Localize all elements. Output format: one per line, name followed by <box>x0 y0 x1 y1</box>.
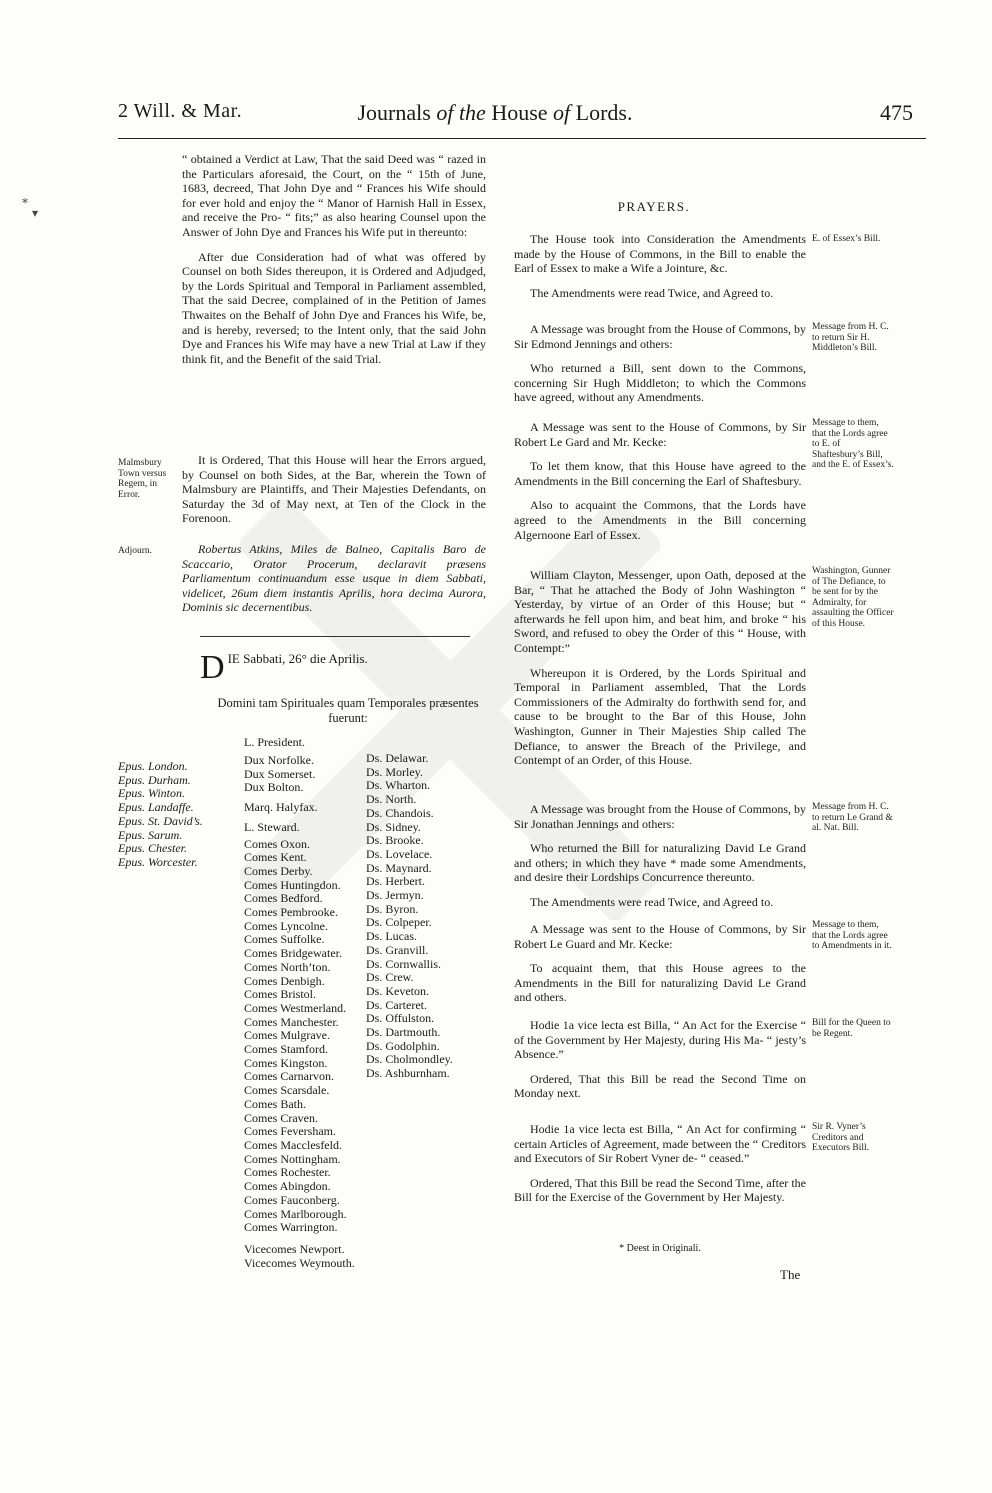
right-column-legrand <box>514 802 806 920</box>
viscount-entry: Vicecomes Weymouth. <box>244 1255 355 1270</box>
catchword: The <box>780 1267 801 1282</box>
margin-note-legrand: Message from H. C. to return Le Grand & al. Nat. Bill. <box>812 802 893 833</box>
baron-entry: Ds. Maynard. <box>366 860 432 875</box>
baron-entry: Ds. Wharton. <box>366 778 431 793</box>
margin-mark-icon: ⁎ <box>22 192 28 206</box>
viscount-entry: Vicecomes Newport. <box>244 1241 345 1256</box>
earl-entry: Comes Scarsdale. <box>244 1083 330 1098</box>
baron-entry: Ds. Godolphin. <box>366 1038 440 1053</box>
prayers-heading: PRAYERS. <box>617 199 691 214</box>
margin-note-malmsbury: Malmsbury Town versus Regem, in Error. <box>118 458 167 500</box>
earl-entry: Comes Kent. <box>244 850 307 865</box>
baron-entry: Ds. Keveton. <box>366 983 429 998</box>
marquess: Marq. Halyfax. <box>244 800 318 815</box>
barons-list <box>366 752 453 1081</box>
section-rule <box>200 636 470 637</box>
shaftesbury-message: A Message was sent to the House of Commons, by Sir Robert Le Gard and Mr. Kecke: <box>514 420 806 449</box>
baron-entry: Ds. Lovelace. <box>366 846 433 861</box>
footnote: * Deest in Originali. <box>619 1243 701 1254</box>
baron-entry: Ds. North. <box>366 792 417 807</box>
earl-entry: Comes Denbigh. <box>244 973 325 988</box>
duke-entry: Dux Somerset. <box>244 766 316 781</box>
earl-entry: Comes Derby. <box>244 863 313 878</box>
right-column-washington <box>514 568 806 778</box>
vyner-bill-reading: Hodie 1a vice lecta est Billa, “ An Act for confirming “ certain Articles of Agreement, made between the “ Creditors and Executors of Sir Robert Vyner de- “ ceased.” <box>514 1122 806 1166</box>
baron-entry: Ds. Granvill. <box>366 942 429 957</box>
right-column-middleton <box>514 322 806 415</box>
bishop-entry: Epus. London. <box>118 759 188 773</box>
earl-entry: Comes Bristol. <box>244 987 317 1002</box>
regent-bill-order: Ordered, That this Bill be read the Second Time on Monday next. <box>514 1071 806 1101</box>
baron-entry: Ds. Offulston. <box>366 1011 435 1026</box>
bishop-entry: Epus. Sarum. <box>118 827 183 842</box>
malmsbury-order: It is Ordered, That this House will hear the Errors argued, by Counsel on both Sides, at the Bar, wherein the Town of Malmsbury are Plaintiffs, and Their Majesties Defendants, on Saturday the 3d of May next, at Ten of the Clock in the Forenoon. <box>182 453 486 526</box>
right-column-regent <box>514 1018 806 1111</box>
baron-entry: Ds. Ashburnham. <box>366 1066 450 1081</box>
bishop-entry: Epus. Landaffe. <box>118 800 194 815</box>
essex-agreed: The Amendments were read Twice, and Agreed to. <box>530 285 774 300</box>
left-column-malmsbury <box>182 453 486 536</box>
adjournment-latin: Robertus Atkins, Miles de Balneo, Capitalis Baro de Scaccario, Orator Procerum, declaravit præsens Parliamentum continuandum esse usque in diem Sabbati, videlicet, 26um diem instantis Aprilis, hora decima Aurora, Dominis sic decernentibus. <box>182 542 486 615</box>
margin-note-vyner: Sir R. Vyner’s Creditors and Executors Bill. <box>812 1122 869 1153</box>
earl-entry: Comes Westmerland. <box>244 1000 347 1015</box>
right-column-vyner <box>514 1122 806 1215</box>
bishop-entry: Epus. St. David’s. <box>118 813 203 828</box>
earl-entry: Comes Lyncolne. <box>244 918 328 933</box>
bishop-entry: Epus. Worcester. <box>118 854 198 869</box>
bishop-entry: Epus. Winton. <box>118 786 186 801</box>
earl-entry: Comes Huntingdon. <box>244 877 341 892</box>
bishop-entry: Epus. Chester. <box>118 841 187 856</box>
lord-steward: L. Steward. <box>244 819 300 834</box>
baron-entry: Ds. Byron. <box>366 901 419 916</box>
baron-entry: Ds. Jermyn. <box>366 888 424 903</box>
baron-entry: Ds. Delawar. <box>366 751 429 765</box>
baron-entry: Ds. Brooke. <box>366 833 424 848</box>
lord-president: L. Presìdent. <box>244 735 305 749</box>
right-column-shaftesbury <box>514 420 806 552</box>
margin-note-legrand-reply: Message to them, that the Lords agree to Amendments in it. <box>812 920 892 951</box>
earl-entry: Comes Stamford. <box>244 1042 328 1057</box>
baron-entry: Ds. Cholmondley. <box>366 1052 453 1067</box>
algernoone-agreed: Also to acquaint the Commons, that the Lords have agreed to the Amendments in the Bill concerning Algernoone Earl of Essex. <box>514 498 806 542</box>
earl-entry: Comes Marlborough. <box>244 1206 347 1221</box>
earl-entry: Comes Bridgewater. <box>244 946 342 961</box>
earl-entry: Comes Manchester. <box>244 1014 339 1029</box>
legrand-reply-message: A Message was sent to the House of Commons, by Sir Robert Le Guard and Mr. Kecke: <box>514 922 806 951</box>
washington-order: Whereupon it is Ordered, by the Lords Spiritual and Temporal in Parliament assembled, That the Lords Commissioners of the Admiralty do forthwith send for, and cause to be brought to the Bar of this House, John Washington, Gunner in Their Majesties Ship called The Defiance, to answer the Breach of the Privilege, and Contempt of an Order, of this House. <box>514 665 806 768</box>
earl-entry: Comes Pembrooke. <box>244 905 338 920</box>
earl-entry: Comes North’ton. <box>244 959 331 974</box>
essex-amendments: The House took into Consideration the Amendments made by the House of Commons, in the Bill to enable the Earl of Essex to make a Wife a Jointure, &c. <box>514 232 806 276</box>
vyner-bill-order: Ordered, That this Bill be read the Second Time, after the Bill for the Exercise of the Government by Her Majesty. <box>514 1175 806 1205</box>
header-rule <box>118 138 926 139</box>
legrand-agreed: The Amendments were read Twice, and Agreed to. <box>530 894 774 909</box>
earl-entry: Comes Rochester. <box>244 1165 331 1180</box>
regent-bill-reading: Hodie 1a vice lecta est Billa, “ An Act for the Exercise “ of the Government by Her Majesty, during His Ma- “ jesty’s Absence.” <box>514 1018 806 1062</box>
right-column-essex <box>514 232 806 310</box>
baron-entry: Ds. Herbert. <box>366 874 425 889</box>
baron-entry: Ds. Colpeper. <box>366 915 432 930</box>
margin-note-essex: E. of Essex’s Bill. <box>812 234 881 244</box>
page-number: 475 <box>880 100 913 125</box>
margin-note-middleton: Message from H. C. to return Sir H. Middleton’s Bill. <box>812 322 889 353</box>
earls-group <box>244 838 355 1235</box>
margin-arrow-icon: ▾ <box>32 206 39 220</box>
decree-reversed: After due Consideration had of what was offered by Counsel on both Sides thereupon, it is Ordered and Adjudged, by the Lords Spiritual and Temporal in Parliament assembled, That the said Decree, complained of in the Petition of James Thwaites on the Behalf of John Dye and Frances his Wife, be, and is hereby, reversed; to the Intent only, that the said John Dye and Frances his Wife may have a new Trial at Law if they think fit, and the Benefit of the said Trial. <box>182 249 486 366</box>
legrand-returned: Who returned the Bill for naturalizing David Le Grand and others; in which they have * made some Amendments, and desire their Lordships Concurrence thereunto. <box>514 841 806 885</box>
baron-entry: Ds. Crew. <box>366 970 414 985</box>
baron-entry: Ds. Carteret. <box>366 997 427 1012</box>
earl-entry: Comes Carnarvon. <box>244 1069 334 1084</box>
earl-entry: Comes Macclesfeld. <box>244 1137 342 1152</box>
left-column-adjourn <box>182 542 486 625</box>
margin-note-adjourn: Adjourn. <box>118 546 153 556</box>
baron-entry: Ds. Chandois. <box>366 805 434 820</box>
baron-entry: Ds. Lucas. <box>366 929 417 944</box>
clayton-deposition: William Clayton, Messenger, upon Oath, deposed at the Bar, “ That he attached the Body of John Washington “ Yesterday, by virtue of an Order of this House; but “ afterwards he fell upon him, and beat him, and broke “ his Sword, and refused to obey the Order of this “ House, with Contempt:” <box>514 568 806 655</box>
nobles-list <box>244 754 355 1270</box>
legrand-reply-text: To acquaint them, that this House agrees to the Amendments in the Bill for naturalizing David Le Grand and others. <box>514 961 806 1005</box>
shaftesbury-agreed: To let them know, that this House have agreed to the Amendments in the Bill concerning the Earl of Shaftesbury. <box>514 459 806 488</box>
earl-entry: Comes Nottingham. <box>244 1151 341 1166</box>
viscounts-group <box>244 1243 355 1270</box>
earl-entry: Comes Suffolke. <box>244 932 325 947</box>
earl-entry: Comes Abingdon. <box>244 1179 331 1194</box>
baron-entry: Ds. Dartmouth. <box>366 1025 441 1040</box>
drop-cap: D <box>200 649 225 686</box>
earl-entry: Comes Fauconberg. <box>244 1192 340 1207</box>
dukes-group <box>244 754 355 795</box>
right-column-legrand-reply <box>514 922 806 1015</box>
duke-entry: Dux Bolton. <box>244 780 304 795</box>
earl-entry: Comes Bedford. <box>244 891 323 906</box>
left-column-top <box>182 152 486 376</box>
bishop-entry: Epus. Durham. <box>118 772 191 787</box>
baron-entry: Ds. Sidney. <box>366 819 421 834</box>
margin-note-shaftesbury: Message to them, that the Lords agree to E. of Shaftesbury’s Bill, and the E. of Essex’s. <box>812 418 894 470</box>
legrand-message: A Message was brought from the House of Commons, by Sir Jonathan Jennings and others: <box>514 802 806 831</box>
earl-entry: Comes Mulgrave. <box>244 1028 330 1043</box>
decree-recital: “ obtained a Verdict at Law, That the said Deed was “ razed in the Particulars aforesaid, the Court, on the “ 15th of June, 1683, decreed, That John Dye and “ Frances his Wife should for ever hold and enjoy the “ Manor of Harnish Hall in Essex, and receive the Pro- “ fits;” as also hearing Counsel upon the Answer of John Dye and Frances his Wife put in thereunto: <box>182 152 486 239</box>
baron-entry: Ds. Morley. <box>366 764 423 779</box>
margin-note-regent: Bill for the Queen to be Regent. <box>812 1018 891 1039</box>
domini-heading: Domini tam Spirituales quam Temporales præsentes fuerunt: <box>217 696 479 725</box>
middleton-returned: Who returned a Bill, sent down to the Commons, concerning Sir Hugh Middleton; to which the Commons have agreed, without any Amendments. <box>514 361 806 405</box>
middleton-message: A Message was brought from the House of Commons, by Sir Edmond Jennings and others: <box>514 322 806 351</box>
die-heading-text: IE Sabbati, 26° die Aprilis. <box>227 651 368 666</box>
earl-entry: Comes Warrington. <box>244 1220 338 1235</box>
earl-entry: Comes Kingston. <box>244 1055 328 1070</box>
die-heading <box>200 649 490 686</box>
bishops-list <box>118 760 203 870</box>
header-title: Journals of the House of Lords. <box>357 100 633 125</box>
header-regnal-year: 2 Will. & Mar. <box>118 100 243 122</box>
duke-entry: Dux Norfolke. <box>244 753 314 767</box>
earl-entry: Comes Feversham. <box>244 1124 336 1139</box>
earl-entry: Comes Bath. <box>244 1096 306 1111</box>
earl-entry: Comes Craven. <box>244 1110 318 1125</box>
earl-entry: Comes Oxon. <box>244 836 310 851</box>
margin-note-washington: Washington, Gunner of The Defiance, to be sent for by the Admiralty, for assaulting the Officer of this House. <box>812 566 894 629</box>
baron-entry: Ds. Cornwallis. <box>366 956 441 971</box>
